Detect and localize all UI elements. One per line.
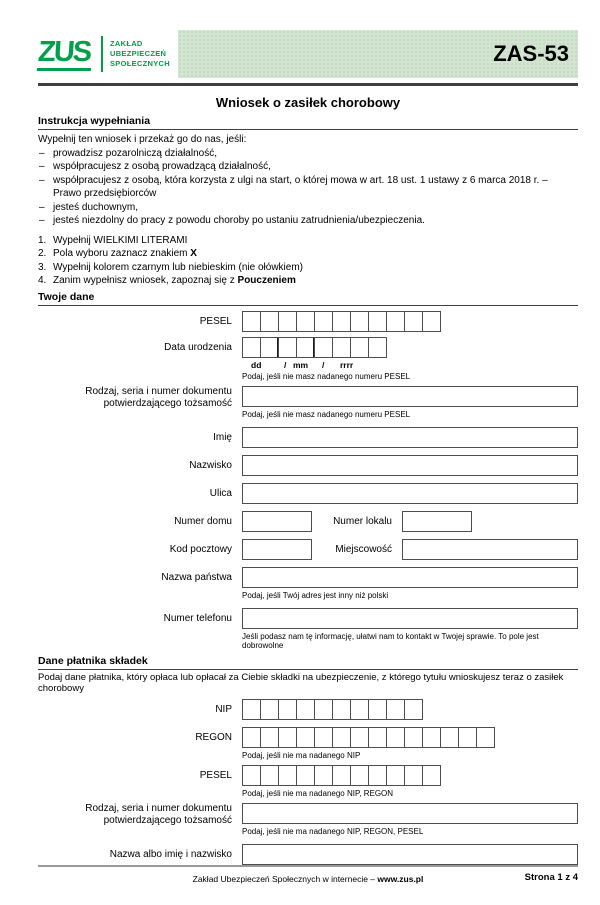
- document-input[interactable]: [242, 386, 578, 407]
- character-cell: [476, 727, 495, 748]
- country-label: Nazwa państwa: [161, 571, 232, 583]
- character-cell: [350, 765, 369, 786]
- character-cell: [386, 727, 405, 748]
- list-item: [38, 147, 578, 161]
- page-title: Wniosek o zasiłek chorobowy: [215, 95, 401, 110]
- character-cell: [404, 311, 423, 332]
- character-cell: [296, 311, 315, 332]
- org-name: [110, 39, 170, 69]
- character-cell: [368, 311, 387, 332]
- zus-logo-icon: ZUS: [37, 37, 93, 71]
- list-item-text: prowadzisz pozarolniczą działalność,: [53, 147, 217, 159]
- payer-pesel-label: PESEL: [199, 769, 232, 781]
- field-row-nip: [38, 699, 578, 720]
- step-text: Pola wyboru zaznacz znakiem X: [53, 248, 197, 259]
- character-cell: [260, 311, 279, 332]
- character-cell: [242, 727, 261, 748]
- character-cell: [404, 765, 423, 786]
- footer: [38, 865, 578, 905]
- character-cell: [332, 727, 351, 748]
- step-text: Zanim wypełnisz wniosek, zapoznaj się z Pouczeniem: [53, 275, 296, 286]
- character-cell: [242, 311, 261, 332]
- step-text: Wypełnij kolorem czarnym lub niebieskim (nie ołówkiem): [53, 261, 303, 273]
- character-cell: [332, 765, 351, 786]
- field-row-street: [38, 483, 578, 504]
- field-row-house-number: [38, 511, 578, 532]
- payer-name-label: Nazwa albo imię i nazwisko: [109, 848, 232, 860]
- payer-document-label: Rodzaj, seria i numer dokumentu potwierdzającego tożsamość: [85, 802, 232, 826]
- list-item-text: współpracujesz z osobą, która korzysta z ulgi na start, o której mowa w art. 18 ust. 1 ustawy z 6 marca 2018 r. – Prawo przedsiębiorców: [53, 174, 548, 199]
- character-cell: [386, 699, 405, 720]
- character-cell: [404, 727, 423, 748]
- list-item-text: jesteś niezdolny do pracy z powodu choroby po ustaniu zatrudnienia/ubezpieczenia.: [53, 215, 425, 226]
- birthdate-hint: Podaj, jeśli nie masz nadanego numeru PESEL: [242, 371, 411, 381]
- dash-marker: –: [39, 161, 45, 172]
- regon-hint: Podaj, jeśli nie ma nadanego NIP: [242, 750, 361, 760]
- page-number: Strona 1 z 4: [524, 871, 578, 883]
- character-cell: [242, 337, 261, 358]
- character-cell: [296, 699, 315, 720]
- character-cell: [296, 765, 315, 786]
- header-rule: [38, 83, 578, 86]
- dash-marker: –: [39, 215, 45, 226]
- dash-marker: –: [39, 174, 45, 186]
- field-row-document: [38, 386, 578, 419]
- form-code: ZAS-53: [493, 41, 569, 66]
- phone-input[interactable]: [242, 608, 578, 629]
- step-text: Wypełnij WIELKIMI LITERAMI: [53, 234, 188, 246]
- field-row-postal-code: [38, 539, 578, 560]
- field-row-payer-name: [38, 844, 578, 865]
- payer-pesel-hint: Podaj, jeśli nie ma nadanego NIP, REGON: [242, 788, 394, 798]
- payer-nip-cells-input[interactable]: [242, 699, 578, 720]
- list-item: [38, 160, 578, 174]
- character-cell: [404, 699, 423, 720]
- payer-section-note: Podaj dane płatnika, który opłaca lub opłacał za Ciebie składki na ubezpieczenie, z którego tytułu wnioskujesz teraz o zasiłek chorobowy: [38, 671, 564, 694]
- zus-logo: [38, 30, 178, 78]
- regon-label: REGON: [195, 731, 232, 743]
- character-cell: [386, 765, 405, 786]
- document-hint: Podaj, jeśli nie masz nadanego numeru PESEL: [242, 409, 411, 419]
- field-row-regon: [38, 727, 578, 760]
- field-row-country: [38, 567, 578, 600]
- country-input[interactable]: [242, 567, 578, 588]
- field-row-pesel: [38, 311, 578, 332]
- character-cell: [422, 311, 441, 332]
- last-name-input[interactable]: [242, 455, 578, 476]
- apartment-number-label: Numer lokalu: [333, 515, 392, 527]
- character-cell: [278, 699, 297, 720]
- logo-divider: [101, 36, 103, 72]
- footer-rule: [38, 865, 578, 867]
- last-name-label: Nazwisko: [189, 459, 232, 471]
- character-cell: [332, 337, 351, 358]
- org-name-line: UBEZPIECZEŃ: [110, 49, 167, 58]
- character-cell: [422, 765, 441, 786]
- step-number: 4.: [38, 275, 47, 286]
- section-heading-dane-platnika: Dane płatnika składek: [38, 655, 578, 670]
- house-number-input[interactable]: [242, 511, 312, 532]
- step-item: [38, 247, 578, 261]
- step-item: [38, 274, 578, 288]
- numbered-steps: [38, 234, 578, 288]
- org-name-line: ZAKŁAD: [110, 39, 143, 48]
- country-hint: Podaj, jeśli Twój adres jest inny niż polski: [242, 590, 389, 600]
- dash-marker: –: [39, 147, 45, 159]
- character-cell: [314, 765, 333, 786]
- field-row-payer-pesel: [38, 765, 578, 798]
- field-row-last-name: [38, 455, 578, 476]
- street-label: Ulica: [209, 487, 232, 499]
- document-label: Rodzaj, seria i numer dokumentu potwierdzającego tożsamość: [85, 385, 232, 409]
- payer-name-input[interactable]: [242, 844, 578, 865]
- house-number-label: Numer domu: [174, 515, 232, 527]
- character-cell: [368, 337, 387, 358]
- dash-marker: –: [39, 201, 45, 213]
- character-cell: [332, 699, 351, 720]
- character-cell: [260, 699, 279, 720]
- payer-document-hint: Podaj, jeśli nie ma nadanego NIP, REGON, PESEL: [242, 826, 424, 836]
- character-cell: [458, 727, 477, 748]
- character-cell: [440, 727, 459, 748]
- step-item: [38, 261, 578, 275]
- pesel-cells-input[interactable]: [242, 311, 578, 332]
- field-row-phone: [38, 608, 578, 650]
- character-cell: [368, 765, 387, 786]
- postal-code-input[interactable]: [242, 539, 312, 560]
- character-cell: [314, 727, 333, 748]
- character-cell: [242, 699, 261, 720]
- step-number: 2.: [38, 248, 47, 259]
- list-item: [38, 174, 578, 201]
- character-cell: [422, 727, 441, 748]
- character-cell: [314, 699, 333, 720]
- city-label: Miejscowość: [335, 543, 392, 555]
- character-cell: [314, 337, 333, 358]
- character-cell: [278, 765, 297, 786]
- first-name-input[interactable]: [242, 427, 578, 448]
- character-cell: [296, 337, 315, 358]
- zus-url: www.zus.pl: [377, 873, 424, 884]
- character-cell: [278, 727, 297, 748]
- field-row-birthdate: [38, 337, 578, 381]
- instructions-intro: Wypełnij ten wniosek i przekaż go do nas, jeśli:: [38, 134, 247, 145]
- step-number: 1.: [38, 234, 47, 246]
- list-item-text: jesteś duchownym,: [53, 201, 139, 213]
- character-cell: [278, 311, 297, 332]
- list-item: [38, 201, 578, 215]
- payer-document-input[interactable]: [242, 803, 578, 824]
- birthdate-label: Data urodzenia: [164, 341, 232, 353]
- org-name-line: SPOŁECZNYCH: [110, 59, 170, 68]
- character-cell: [278, 337, 297, 358]
- header: [38, 30, 578, 78]
- character-cell: [242, 765, 261, 786]
- character-cell: [260, 727, 279, 748]
- character-cell: [332, 311, 351, 332]
- step-item: [38, 234, 578, 248]
- payer-regon-cells-input[interactable]: [242, 727, 578, 748]
- character-cell: [368, 727, 387, 748]
- nip-label: NIP: [215, 703, 232, 715]
- character-cell: [314, 311, 333, 332]
- character-cell: [260, 337, 279, 358]
- character-cell: [368, 699, 387, 720]
- form-code-banner: [178, 30, 578, 78]
- first-name-label: Imię: [213, 431, 232, 443]
- payer-pesel-cells-input[interactable]: [242, 765, 578, 786]
- pesel-label: PESEL: [199, 315, 232, 327]
- character-cell: [296, 727, 315, 748]
- birthdate-cells-input[interactable]: [242, 337, 578, 358]
- step-number: 3.: [38, 261, 47, 273]
- character-cell: [350, 727, 369, 748]
- character-cell: [386, 311, 405, 332]
- field-row-first-name: [38, 427, 578, 448]
- city-input[interactable]: [402, 539, 578, 560]
- character-cell: [350, 337, 369, 358]
- footer-text: Zakład Ubezpieczeń Społecznych w internecie – www.zus.pl Strona 1 z 4: [192, 871, 578, 884]
- street-input[interactable]: [242, 483, 578, 504]
- date-format-labels: dd / mm / rrrr: [251, 359, 354, 370]
- character-cell: [350, 311, 369, 332]
- apartment-number-input[interactable]: [402, 511, 472, 532]
- phone-hint: Jeśli podasz nam tę informację, ułatwi nam to kontakt w Twojej sprawie. To pole jest dobrowolne: [242, 631, 539, 650]
- phone-label: Numer telefonu: [163, 612, 232, 624]
- list-item-text: współpracujesz z osobą prowadzącą działalność,: [53, 161, 271, 172]
- postal-code-label: Kod pocztowy: [169, 543, 232, 555]
- character-cell: [260, 765, 279, 786]
- character-cell: [350, 699, 369, 720]
- field-row-payer-document: [38, 803, 578, 836]
- section-heading-twoje-dane: Twoje dane: [38, 291, 578, 306]
- list-item: [38, 214, 578, 228]
- instructions-heading: Instrukcja wypełniania: [38, 115, 578, 130]
